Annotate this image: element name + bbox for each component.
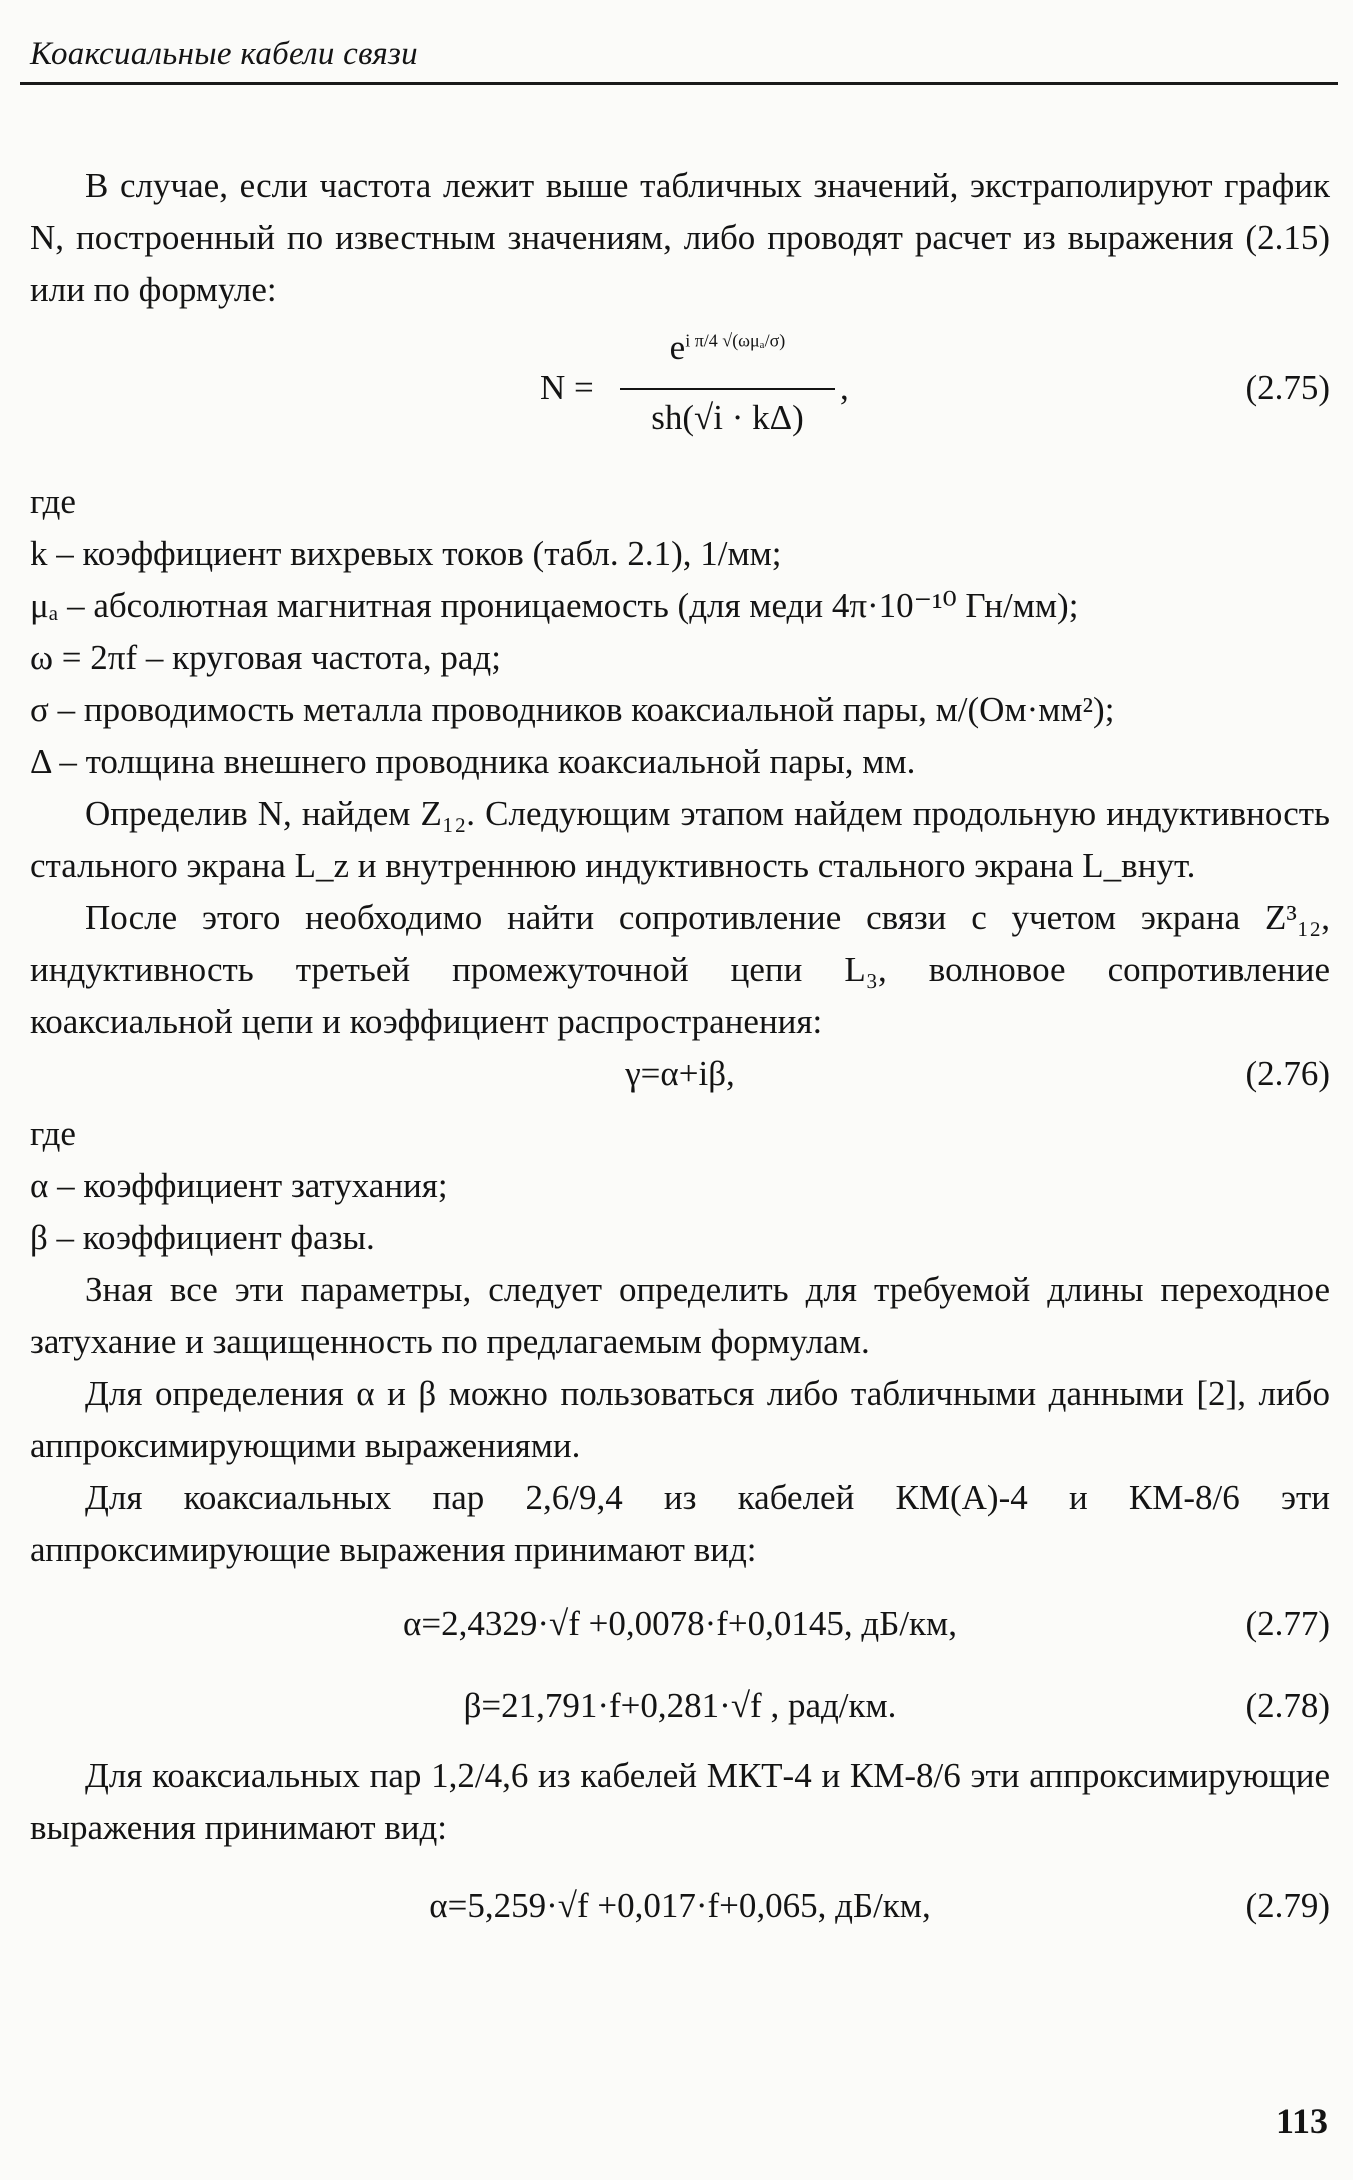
header-rule <box>20 82 1338 85</box>
paragraph-6: Для коаксиальных пар 2,6/9,4 из кабелей КМ(А)-4 и КМ-8/6 эти аппроксимирующие выражения принимают вид: <box>30 1478 1330 1569</box>
page-number: 113 <box>1275 2101 1328 2141</box>
equation-2-77 <box>30 1598 1330 1658</box>
definition-beta: β – коэффициент фазы. <box>30 1218 375 1257</box>
paragraph-2: Определив N, найдем Z₁₂. Следующим этапом найдем продольную индуктивность стального экрана L_z и внутреннюю индуктивность стального экрана L_внут. <box>30 794 1330 885</box>
paragraph-7: Для коаксиальных пар 1,2/4,6 из кабелей МКТ-4 и КМ-8/6 эти аппроксимирующие выражения принимают вид: <box>30 1756 1330 1847</box>
paragraph-5: Для определения α и β можно пользоваться либо табличными данными [2], либо аппроксимирующими выражениями. <box>30 1374 1330 1465</box>
eq-2-76-expr: γ=α+iβ, <box>625 1054 735 1093</box>
page-body <box>30 160 1330 1940</box>
eq-2-75-denominator: sh(√i · kΔ) <box>651 398 804 437</box>
definition-mu: μₐ – абсолютная магнитная проницаемость (для меди 4π·10⁻¹⁰ Гн/мм); <box>30 586 1079 625</box>
eq-2-77-expr: α=2,4329·√f +0,0078·f+0,0145, дБ/км, <box>403 1604 957 1643</box>
definition-alpha: α – коэффициент затухания; <box>30 1166 448 1205</box>
eq-2-79-number: (2.79) <box>1245 1886 1330 1925</box>
eq-2-76-number: (2.76) <box>1245 1054 1330 1093</box>
eq-2-75-comma: , <box>840 368 849 407</box>
running-head: Коаксиальные кабели связи <box>30 36 418 72</box>
paragraph-3: После этого необходимо найти сопротивление связи с учетом экрана Z³₁₂, индуктивность третьей промежуточной цепи L₃, волновое сопротивление коаксиальной цепи и коэффициент распространения: <box>30 898 1330 1041</box>
eq-2-78-number: (2.78) <box>1245 1686 1330 1725</box>
eq-2-75-number: (2.75) <box>1245 368 1330 407</box>
eq-2-79-expr: α=5,259·√f +0,017·f+0,065, дБ/км, <box>429 1886 931 1925</box>
eq-2-77-number: (2.77) <box>1245 1604 1330 1643</box>
equation-2-78 <box>30 1680 1330 1740</box>
definition-k: k – коэффициент вихревых токов (табл. 2.1), 1/мм; <box>30 534 782 573</box>
eq-2-75-exponent: i π/4 √(ωμₐ/σ) <box>685 330 786 351</box>
equation-2-76 <box>30 1048 1330 1108</box>
eq-2-75-base: e <box>669 328 686 367</box>
eq-2-78-expr: β=21,791·f+0,281·√f , рад/км. <box>463 1686 897 1725</box>
where-label-2: где <box>30 1114 76 1153</box>
paragraph-4: Зная все эти параметры, следует определить для требуемой длины переходное затухание и защищенность по предлагаемым формулам. <box>30 1270 1330 1361</box>
definition-delta: Δ – толщина внешнего проводника коаксиальной пары, мм. <box>30 742 916 781</box>
eq-2-75-lhs: N = <box>540 368 594 407</box>
definition-sigma: σ – проводимость металла проводников коаксиальной пары, м/(Ом·мм²); <box>30 690 1115 729</box>
where-label-1: где <box>30 482 76 521</box>
equation-2-75 <box>30 322 1330 472</box>
equation-2-79 <box>30 1880 1330 1940</box>
eq-2-75-numerator <box>620 322 835 388</box>
definition-omega: ω = 2πf – круговая частота, рад; <box>30 638 501 677</box>
paragraph-1: В случае, если частота лежит выше табличных значений, экстраполируют график N, построенный по известным значениям, либо проводят расчет из выражения (2.15) или по формуле: <box>30 166 1330 309</box>
eq-2-75-fraction <box>620 322 835 446</box>
